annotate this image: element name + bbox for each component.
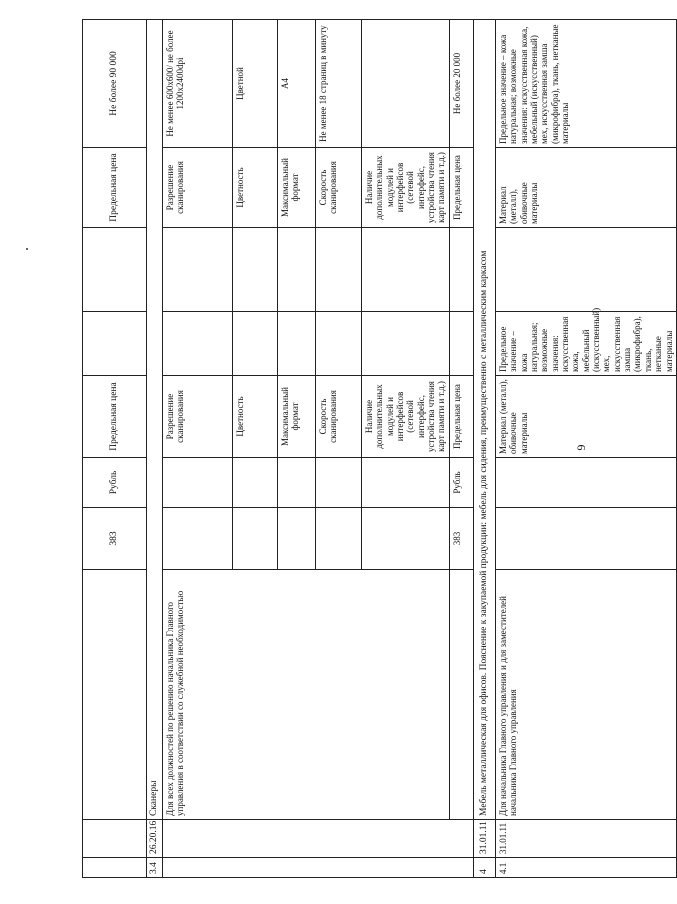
cell-empty [163, 508, 233, 570]
char-left: Разрешение сканирования [163, 376, 233, 458]
cell-empty [278, 228, 316, 312]
char-right: Наличие дополнительных модулей и интерфейсов (сетевой интерфейс, устройства чтения карт памяти и т.д.) [362, 148, 450, 228]
section4-code: 31.01.11 [474, 820, 496, 858]
char-left: Наличие дополнительных модулей и интерфейсов (сетевой интерфейс, устройства чтения карт памяти и т.д.) [362, 376, 450, 458]
header-cell-7 [83, 312, 147, 376]
scan-speck [26, 248, 28, 250]
cell-empty [316, 508, 362, 570]
scanners-code-span [163, 820, 474, 858]
header-cell-2 [83, 820, 147, 858]
cell-empty [278, 458, 316, 508]
char-right: Разрешение сканирования [163, 148, 233, 228]
char-right: Цветность [233, 148, 278, 228]
cell-empty [362, 312, 450, 376]
char-right: Скорость сканирования [316, 148, 362, 228]
page-number: 6 [574, 444, 589, 451]
price-code: 383 [450, 508, 474, 570]
section4-title-row [474, 20, 496, 878]
header-cell-1 [83, 858, 147, 878]
header-cell-3 [83, 570, 147, 820]
cell-empty [278, 508, 316, 570]
cell-empty [233, 508, 278, 570]
cell-empty [316, 458, 362, 508]
cell-empty [316, 312, 362, 376]
char-value [362, 20, 450, 148]
cell-empty [233, 458, 278, 508]
row41-value: Предельное значение – кожа натуральная; возможные значения: искусственная кожа, мебельный (искусственный) мех, искусственная замша (микрофибра), ткань, нетканые материалы [496, 20, 677, 148]
char-value: Не менее 18 страниц в минуту [316, 20, 362, 148]
section4-num: 4 [474, 858, 496, 878]
header-cell-value: Не более 90 000 [83, 20, 147, 148]
row41 [496, 20, 677, 878]
header-cell-char-right: Предельная цена [83, 148, 147, 228]
cell-empty [496, 458, 677, 508]
scanners-title-row [147, 20, 163, 878]
cell-empty [278, 312, 316, 376]
scanner-row-price [450, 20, 474, 878]
cell-empty [362, 228, 450, 312]
cell-empty [362, 508, 450, 570]
price-left: Предельная цена [450, 376, 474, 458]
cell-empty [163, 312, 233, 376]
price-value: Не более 20 000 [450, 20, 474, 148]
header-cell-unit: Рубль [83, 458, 147, 508]
cell-empty [450, 228, 474, 312]
char-value: А4 [278, 20, 316, 148]
cell-empty [496, 228, 677, 312]
cell-empty [450, 570, 474, 820]
cell-empty [450, 312, 474, 376]
section4-title: Мебель металлическая для офисов. Пояснение к закупаемой продукции: мебель для сидения, преимущественно с металлическим каркасом [474, 20, 496, 820]
char-left: Скорость сканирования [316, 376, 362, 458]
characteristics-table [82, 19, 677, 878]
rotated-table-frame [82, 20, 674, 878]
scanners-num: 3.4 [147, 858, 163, 878]
cell-empty [496, 508, 677, 570]
char-right: Максимальный формат [278, 148, 316, 228]
scanners-who: Для всех должностей по решению начальника Главного управления в соответствии со служебной необходимостью [163, 570, 450, 820]
cell-empty [362, 458, 450, 508]
row41-who: Для начальника Главного управления и для заместителей начальника Главного управления [496, 570, 677, 820]
cell-empty [316, 228, 362, 312]
header-cell-code: 383 [83, 508, 147, 570]
scanner-row-resolution [163, 20, 233, 878]
header-cell-char-left: Предельная цена [83, 376, 147, 458]
row41-char-left: Материал (металл), обивочные материалы [496, 376, 677, 458]
header-row [83, 20, 147, 878]
scanners-num-span [163, 858, 474, 878]
cell-empty [163, 228, 233, 312]
row41-value-left: Предельное значение – кожа натуральная; возможные значения: искусственная кожа, мебельный (искусственный) мех, искусственная замша (микрофибра), ткань, нетканые материалы [496, 312, 677, 376]
scanners-code: 26.20.16 [147, 820, 163, 858]
price-right: Предельная цена [450, 148, 474, 228]
row41-num: 4.1 [496, 858, 677, 878]
header-cell-8 [83, 228, 147, 312]
scanners-title: Сканеры [147, 20, 163, 820]
cell-empty [233, 228, 278, 312]
price-unit: Рубль [450, 458, 474, 508]
char-left: Максимальный формат [278, 376, 316, 458]
char-value: Цветной [233, 20, 278, 148]
cell-empty [233, 312, 278, 376]
cell-empty [163, 458, 233, 508]
char-left: Цветность [233, 376, 278, 458]
row41-char-right: Материал (металл), обивочные материалы [496, 148, 677, 228]
row41-code: 31.01.11 [496, 820, 677, 858]
char-value: Не менее 600x600/ не более 1200x2400dpi [163, 20, 233, 148]
